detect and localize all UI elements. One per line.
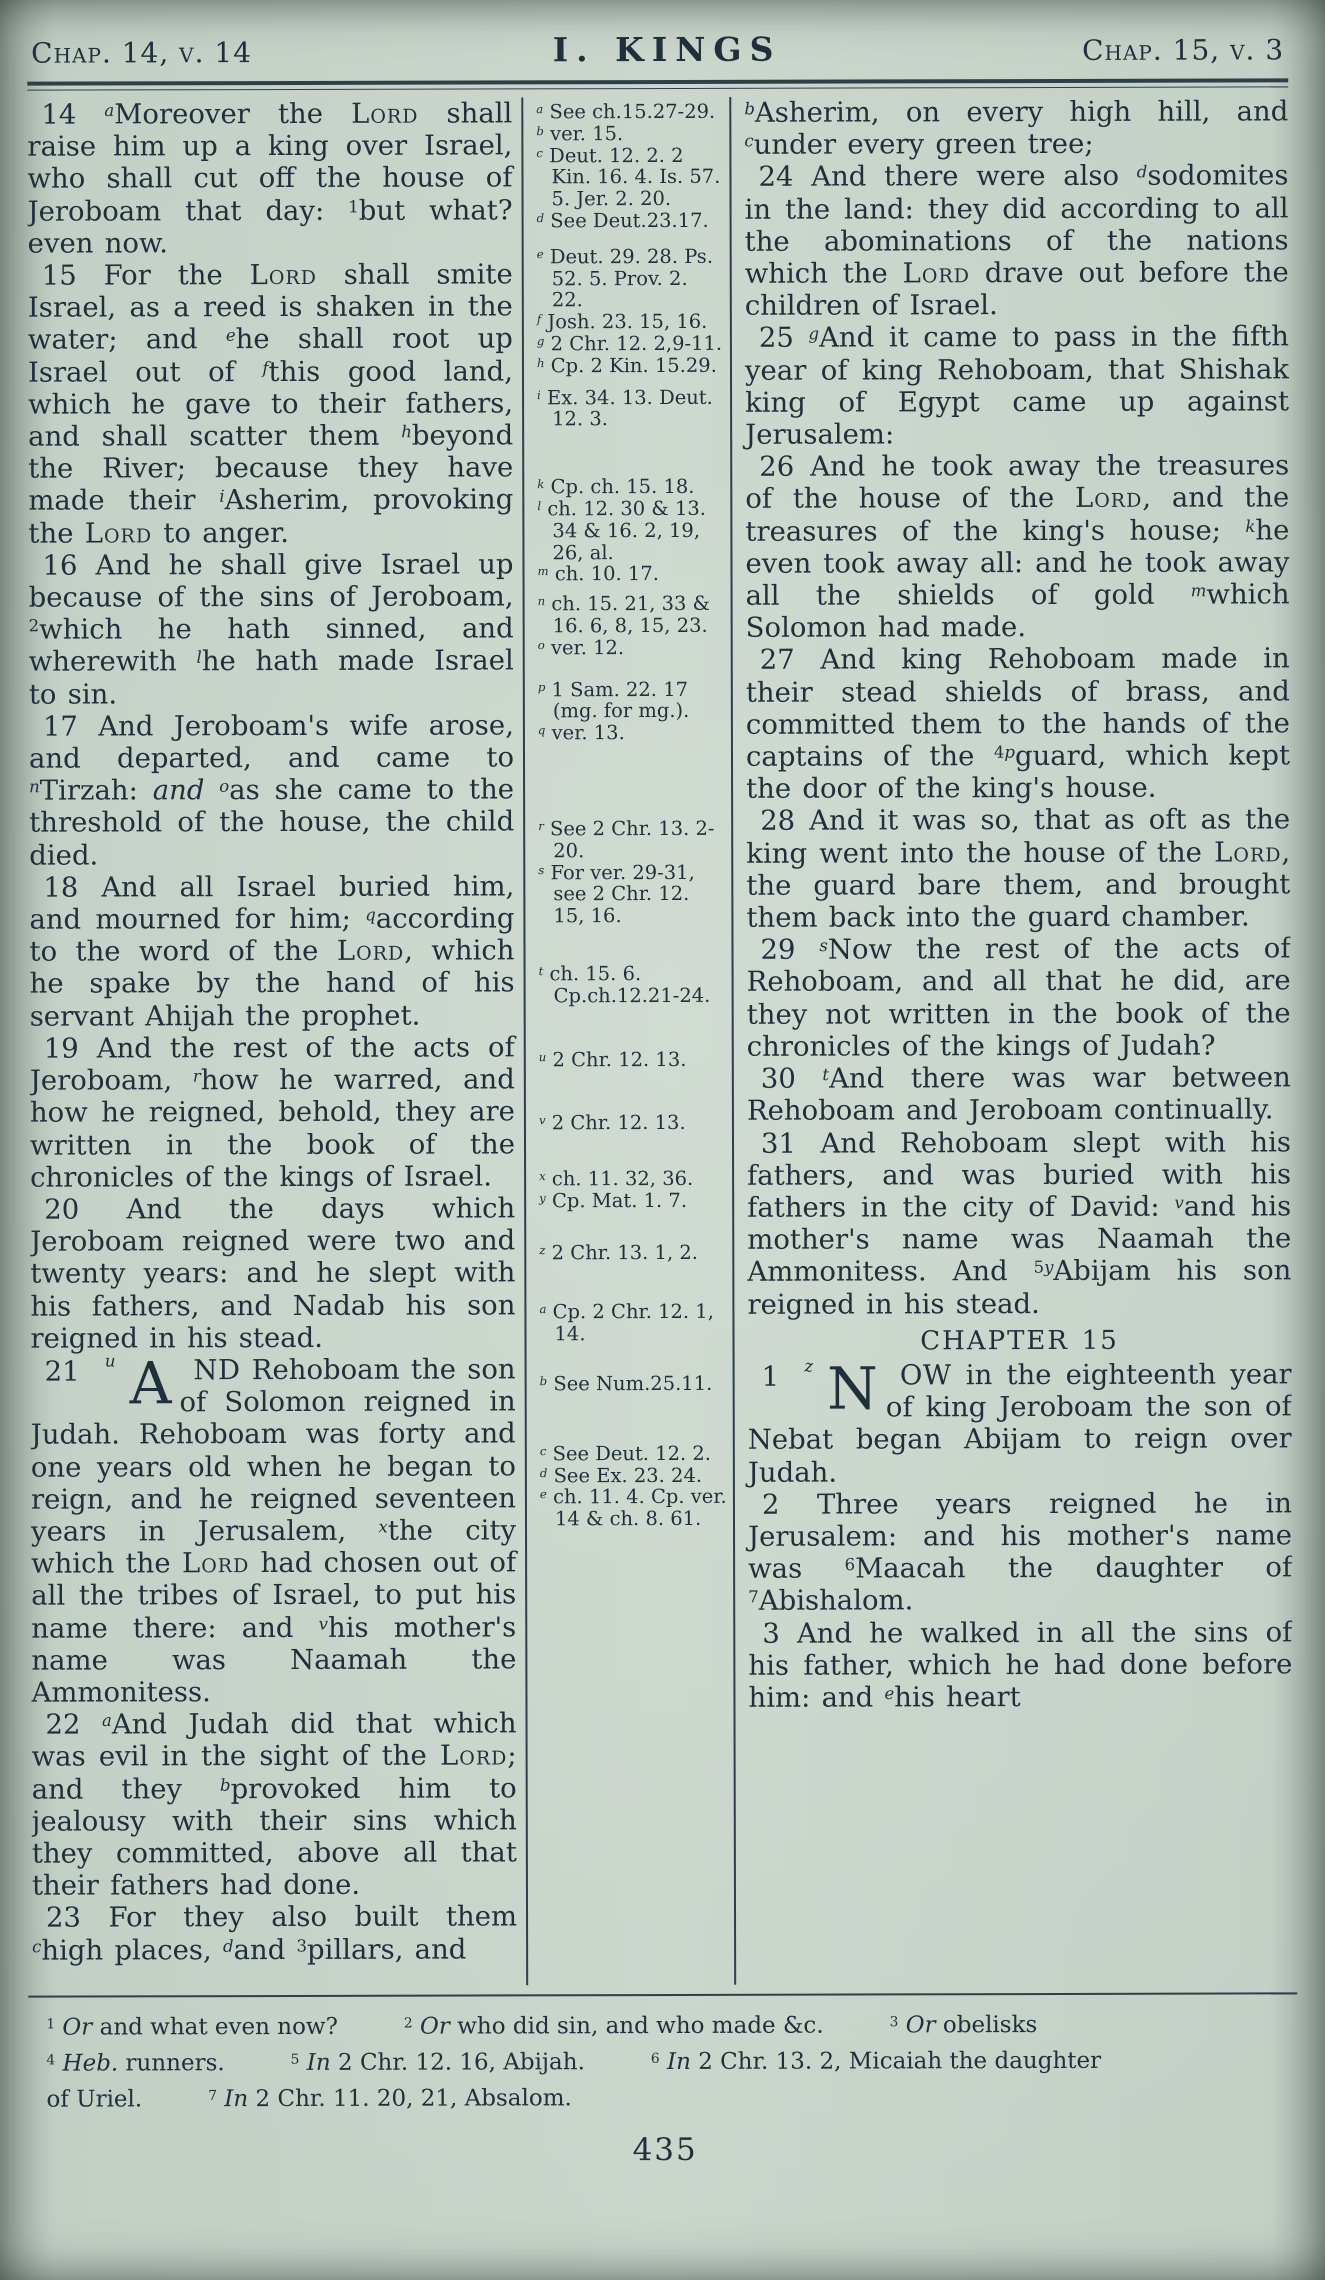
cross-reference: $^m$ ch. 10. 17. [537, 562, 659, 586]
footnote-marker: 5 [290, 2051, 300, 2068]
cross-ref-marker: b [744, 99, 755, 119]
footnote-marker: 5 [1033, 1257, 1045, 1277]
ref-letter: c [536, 145, 543, 160]
ref-group [539, 1242, 726, 1264]
cross-ref-marker: b [219, 1775, 231, 1795]
cross-ref-marker: c [32, 1936, 42, 1956]
cross-reference: $^i$ Ex. 34. 13. Deut. 12. 3. [537, 385, 713, 431]
divine-name: Lord [439, 1739, 508, 1772]
header-chapter-left: Chap. 14, v. 14 [31, 36, 253, 70]
italic-text: Or [419, 2013, 450, 2040]
cross-reference: $^l$ ch. 12. 30 & 13. 34 & 16. 2, 19, 26, al. [537, 496, 707, 564]
ref-letter: m [537, 564, 549, 579]
cross-ref-marker: h [401, 422, 412, 442]
ref-letter: p [537, 679, 546, 694]
ref-letter: t [538, 963, 544, 978]
ref-group [538, 678, 725, 744]
verse-15: 15 For the Lord shall smite Israel, as a reed is shaken in the water; and $^e$he shall root up Israel out of $^f$this good land, which he gave to their fathers, and shall scatter them $^h$beyond the River; because they have made their $^i$Asherim, provoking the Lord to anger. [27, 258, 514, 550]
verse-14: 14 $^a$Moreover the Lord shall raise him up a king over Israel, who shall cut off the house of Jeroboam that day: $^1$but what? even now. [27, 97, 513, 260]
footnote-marker: 1 [348, 196, 359, 217]
footnotes [46, 2006, 1279, 2117]
cross-reference: $^r$ See 2 Chr. 13. 2-20. [538, 816, 715, 863]
caps-text: ND [193, 1354, 241, 1387]
cross-reference: $^z$ 2 Chr. 13. 1, 2. [539, 1240, 698, 1264]
ref-group [537, 386, 724, 430]
verse-30: 30 $^t$And there was war between Rehoboam and Jeroboam continually. [746, 1061, 1291, 1128]
ref-group [539, 1112, 726, 1134]
ref-letter: v [538, 1113, 546, 1128]
verse-number: 21 [44, 1355, 91, 1388]
ref-letter: n [537, 594, 546, 609]
footnote-marker: 3 [296, 1936, 308, 1956]
cross-reference: $^e$ ch. 11. 4. Cp. ver. 14 & ch. 8. 61. [539, 1485, 727, 1531]
ref-letter: h [536, 355, 545, 370]
footnote-marker: 4 [46, 2052, 56, 2069]
cross-ref-marker: o [219, 776, 230, 797]
cross-reference: $^a$ See ch.15.27-29. [536, 99, 716, 124]
divine-name: Lord [181, 1547, 250, 1580]
ref-group [537, 246, 724, 377]
footnote-marker: 2 [28, 616, 40, 636]
divine-name: Lord [336, 934, 405, 968]
ref-group [538, 818, 725, 927]
verse-23-continuation: $^b$Asherim, on every high hill, and $^c$under every green tree; [744, 95, 1289, 161]
cross-ref-marker: q [365, 905, 376, 925]
cross-ref-marker: l [196, 648, 202, 668]
ref-letter: r [538, 818, 544, 833]
ref-letter: x [539, 1169, 546, 1184]
cross-reference: $^p$ 1 Sam. 22. 17 (mg. for mg.). [537, 677, 690, 723]
footnote-marker: 6 [844, 1555, 856, 1575]
ref-letter: i [537, 387, 541, 402]
ref-group [536, 101, 723, 232]
cross-ref-marker: e [884, 1683, 895, 1703]
ref-letter: b [539, 1374, 548, 1389]
ref-letter: l [537, 499, 542, 514]
verse-23: 23 For they also built them $^c$high places, $^d$and $^3$pillars, and [32, 1900, 518, 1967]
ref-group [538, 593, 725, 659]
verse-28: 28 And it was so, that as oft as the king went into the house of the Lord, the guard bare them, and brought them back into the guard chamber. [746, 803, 1291, 934]
footnote-marker: 7 [748, 1587, 759, 1607]
verse-20: 20 And the days which Jeroboam reigned were two and twenty years: and he slept with his fathers, and Nadab his son reigned in his stead. [30, 1192, 516, 1355]
verse-31: 31 And Rehoboam slept with his fathers, and was buried with his fathers in the city of David: $^v$and his mother's name was Naamah the Ammonitess. And $^{5y}$Abijam his son reigned in his stead. [747, 1125, 1292, 1321]
verse-19: 19 And the rest of the acts of Jeroboam, $^r$how he warred, and how he reigned, behold, they are written in the book of the chronicles of the kings of Israel. [29, 1031, 516, 1194]
cross-reference: $^q$ ver. 13. [537, 721, 625, 745]
italic-text: In [666, 2048, 691, 2075]
footnote-rule [28, 1992, 1297, 1997]
cross-ref-marker: g [808, 324, 820, 344]
cross-reference: $^b$ See Num.25.11. [539, 1371, 713, 1396]
ref-letter: a [536, 102, 544, 117]
cross-ref-marker: v [318, 1614, 329, 1634]
footnote-marker: 7 [208, 2087, 217, 2104]
divine-name: Lord [351, 97, 419, 130]
ref-group [539, 1301, 726, 1345]
ref-letter: z [539, 1242, 546, 1257]
ref-group [539, 963, 726, 1007]
cross-reference: $^f$ Josh. 23. 15, 16. [536, 310, 708, 334]
ref-letter: b [536, 123, 544, 138]
caps-text: OW [899, 1359, 952, 1392]
ref-letter: k [537, 477, 545, 492]
cross-reference: $^e$ Deut. 29. 28. Ps. 52. 5. Prov. 2. 22. [536, 244, 714, 312]
verse-17: 17 And Jeroboam's wife arose, and departed, and came to $^n$Tirzah: and $^o$as she came to the threshold of the house, the child died. [28, 709, 515, 872]
cross-reference: $^t$ ch. 15. 6. Cp.ch.12.21-24. [538, 961, 711, 1007]
ref-letter: c [539, 1443, 547, 1458]
verse-start-dropcap [748, 1354, 878, 1423]
ref-letter: q [537, 723, 546, 738]
footnote-marker: 3 [889, 2014, 899, 2031]
cross-reference: $^b$ ver. 15. [536, 121, 624, 146]
cross-reference: $^d$ See Deut.23.17. [536, 208, 709, 233]
italic-text: In [224, 2086, 249, 2113]
cross-reference: $^x$ ch. 11. 32, 36. [539, 1167, 694, 1191]
cross-reference: $^c$ Deut. 12. 2. 2 Kin. 16. 4. Is. 57. 5. Jer. 2. 20. [536, 143, 721, 211]
italic-text: Or [905, 2012, 936, 2039]
footnote-marker: 4 [993, 742, 1005, 762]
verse-start-dropcap [31, 1349, 172, 1418]
ref-group [539, 1048, 726, 1070]
cross-ref-marker: d [1136, 162, 1148, 182]
divine-name: Lord [902, 257, 971, 290]
ref-letter: u [538, 1049, 547, 1064]
cross-reference: $^s$ For ver. 29-31, see 2 Chr. 12. 15, 16. [538, 860, 695, 928]
ref-letter: g [536, 334, 545, 349]
verse-number: 1 [761, 1360, 791, 1393]
cross-reference: $^a$ Cp. 2 Chr. 12. 1, 14. [539, 1300, 714, 1346]
divine-name: Lord [1074, 482, 1143, 515]
header-chapter-right: Chap. 15, v. 3 [1082, 33, 1285, 67]
cross-reference: $^k$ Cp. ch. 15. 18. [537, 475, 695, 499]
book-title: I. KINGS [552, 29, 782, 70]
left-text-column [27, 97, 526, 1986]
cross-reference-column [523, 97, 734, 1986]
cross-ref-marker: s [819, 936, 828, 956]
italic-text: In [306, 2049, 331, 2076]
right-text-column [731, 95, 1293, 1984]
italic-text: and [152, 774, 205, 807]
cross-ref-marker: p [1004, 742, 1015, 762]
verse-15-1: 1 z N OW in the eighteenth year of king Jeroboam the son of Nebat began Abijam to reign over Judah. [747, 1354, 1292, 1489]
ref-letter: d [536, 211, 545, 226]
ref-letter: o [537, 637, 545, 652]
cross-reference: $^y$ Cp. Mat. 1. 7. [539, 1188, 688, 1213]
page-number: 435 [632, 2131, 698, 2169]
verse-27: 27 And king Rehoboam made in their stead shields of brass, and committed them to the hands of the captains of the $^{4p}$guard, which kept the door of the king's house. [745, 642, 1291, 806]
divine-name: Lord [249, 258, 317, 292]
cross-ref-marker: y [1044, 1257, 1054, 1277]
cross-ref-marker: v [1174, 1193, 1184, 1213]
ref-group [540, 1443, 727, 1531]
verse-16: 16 And he shall give Israel up because of the sins of Jeroboam, $^2$which he hath sinned, and wherewith $^l$he hath made Israel to sin. [28, 548, 514, 711]
ref-group [539, 1168, 726, 1212]
cross-ref-marker: e [225, 326, 236, 346]
cross-reference: $^v$ 2 Chr. 12. 13. [538, 1111, 686, 1135]
ref-group [540, 1373, 727, 1395]
verse-22: 22 $^a$And Judah did that which was evil in the sight of the Lord; and they $^b$provoked him to jealousy with their sins which they committed, above all that their fathers had done. [31, 1707, 517, 1902]
cross-reference: $^u$ 2 Chr. 12. 13. [538, 1047, 687, 1071]
italic-text: Or [62, 2014, 93, 2041]
verse-25: 25 $^g$And it came to pass in the fifth year of king Rehoboam, that Shishak king of Egypt came up against Jerusalem: [744, 320, 1290, 451]
cross-reference: $^c$ See Deut. 12. 2. [539, 1441, 712, 1466]
cross-ref-marker: i [219, 487, 225, 507]
drop-cap: N [827, 1354, 878, 1423]
ref-letter: d [539, 1465, 548, 1480]
verse-29: 29 $^s$Now the rest of the acts of Rehoboam, and all that he did, are they not written in the book of the chronicles of the kings of Judah? [746, 932, 1291, 1063]
cross-ref-marker: a [104, 101, 115, 121]
footnote-marker: 2 [403, 2015, 413, 2032]
footnote-line-3: of Uriel. $^7$ In 2 Chr. 11. 20, 21, Absalom. [46, 2085, 572, 2113]
footnote-marker: 6 [650, 2050, 660, 2067]
cross-reference: $^h$ Cp. 2 Kin. 15.29. [536, 353, 717, 378]
text-columns [27, 95, 1293, 1986]
cross-reference: $^o$ ver. 12. [537, 635, 625, 660]
verse-15-2: 2 Three years reigned he in Jerusalem: and his mother's name was $^6$Maacah the daughter of $^7$Abishalom. [747, 1487, 1293, 1618]
cross-ref-marker: c [744, 131, 754, 151]
cross-ref-marker: f [262, 358, 269, 378]
cross-ref-marker: k [1245, 516, 1256, 536]
footnote-line-2: $^4$ Heb. runners. $^5$ In 2 Chr. 12. 16, Abijah. $^6$ In 2 Chr. 13. 2, Micaiah the daughter [46, 2047, 1102, 2077]
ref-letter: e [539, 1487, 547, 1502]
running-header [31, 28, 1284, 70]
verse-18: 18 And all Israel buried him, and mourned for him; $^q$according to the word of the Lord, which he spake by the hand of his servant Ahijah the prophet. [29, 870, 515, 1033]
cross-reference: $^g$ 2 Chr. 12. 2,9-11. [536, 331, 723, 356]
drop-cap: A [129, 1349, 172, 1418]
chapter-15-heading: CHAPTER 15 [920, 1325, 1119, 1357]
verse-24: 24 And there were also $^d$sodomites in the land: they did according to all the abominations of the nations which the Lord drave out before the children of Israel. [744, 159, 1289, 323]
cross-ref-marker: r [192, 1066, 201, 1086]
divine-name: Lord [84, 516, 153, 550]
cross-ref-marker: t [822, 1065, 830, 1085]
cross-ref-marker: x [378, 1517, 388, 1537]
divine-name: Lord [1214, 836, 1282, 869]
italic-text: Heb. [62, 2050, 119, 2077]
footnote-line-1: $^1$ Or and what even now? $^2$ Or who did sin, and who made &c. $^3$ Or obelisks [46, 2012, 1038, 2041]
footnote-marker: 1 [46, 2016, 56, 2033]
ref-letter: f [536, 312, 542, 327]
header-rule [27, 78, 1288, 90]
verse-26: 26 And he took away the treasures of the house of the Lord, and the treasures of the king's house; $^k$he even took away all: and he took away all the shields of gold $^m$which Solomon had made. [745, 449, 1290, 645]
cross-reference: $^n$ ch. 15. 21, 33 & 16. 6, 8, 15, 23. [537, 592, 711, 638]
cross-ref-marker: m [1190, 581, 1207, 601]
ref-letter: a [539, 1302, 547, 1317]
ref-letter: e [536, 246, 544, 261]
cross-ref-marker: n [29, 777, 40, 797]
ref-letter: s [538, 862, 545, 877]
ref-letter: y [539, 1190, 546, 1205]
verse-21: 21 u A ND Rehoboam the son of Solomon reigned in Judah. Rehoboam was forty and one years old when he began to reign, and he reigned seventeen years in Jerusalem, $^x$the city which the Lord had chosen out of all the tribes of Israel, to put his name there: and $^v$his mother's name was Naamah the Ammonitess. [30, 1349, 517, 1709]
ref-group [537, 476, 724, 585]
verse-15-3: 3 And he walked in all the sins of his father, which he had done before him: and $^e$his heart [748, 1615, 1293, 1714]
cross-ref-marker: d [222, 1936, 234, 1956]
cross-ref-marker: a [101, 1711, 112, 1731]
cross-reference: $^d$ See Ex. 23. 24. [539, 1463, 703, 1487]
